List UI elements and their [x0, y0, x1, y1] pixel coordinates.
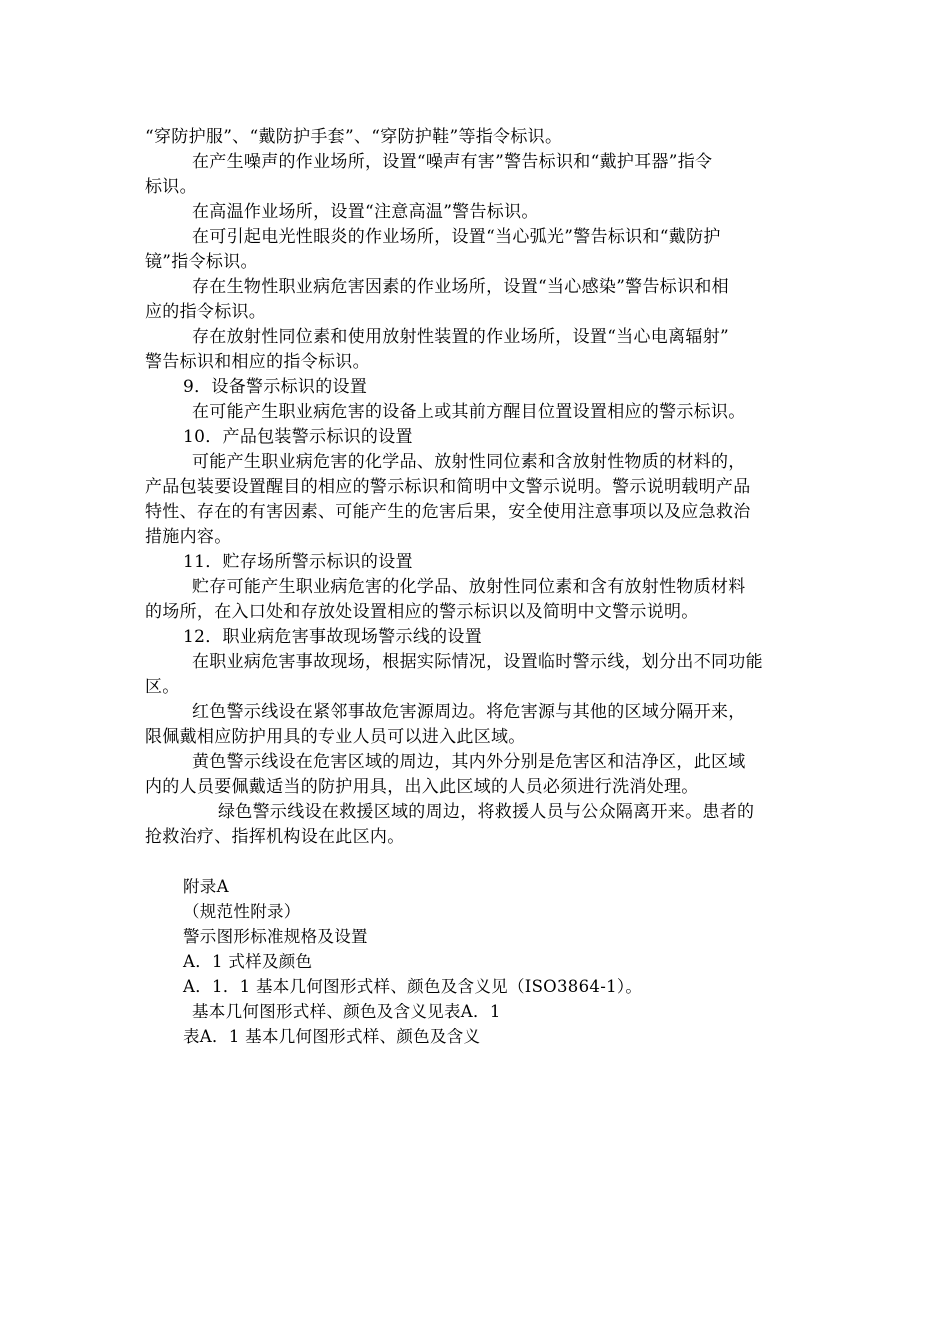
appendix-section-a11: A．1．1 基本几何图形式样、颜色及含义见（ISO3864-1）。 — [183, 977, 643, 996]
appendix-heading: 警示图形标准规格及设置 — [183, 927, 368, 946]
section-heading-10: 10．产品包装警示标识的设置 — [183, 427, 413, 447]
paragraph-noise: 在产生噪声的作业场所，设置“噪声有害”警告标识和“戴护耳器”指令 — [192, 152, 713, 172]
paragraph-storage: 贮存可能产生职业病危害的化学品、放射性同位素和含有放射性物质材料 — [192, 577, 746, 597]
section-heading-11: 11．贮存场所警示标识的设置 — [183, 552, 413, 572]
paragraph-packaging: 可能产生职业病危害的化学品、放射性同位素和含放射性物质的材料的， — [192, 452, 746, 472]
text-line: 应的指令标识。 — [145, 302, 267, 322]
text-line: 抢救治疗、指挥机构设在此区内。 — [145, 827, 405, 847]
text-line: 标识。 — [145, 177, 197, 197]
text-line: 内的人员要佩戴适当的防护用具，出入此区域的人员必须进行洗消处理。 — [145, 777, 699, 797]
paragraph-arc-light: 在可引起电光性眼炎的作业场所，设置“当心弧光”警告标识和“戴防护 — [192, 227, 721, 247]
text-line: 的场所，在入口处和存放处设置相应的警示标识以及简明中文警示说明。 — [145, 602, 699, 622]
text-line: “穿防护服”、“戴防护手套”、“穿防护鞋”等指令标识。 — [145, 127, 563, 147]
appendix-subtitle: （规范性附录） — [183, 902, 301, 921]
paragraph-equipment: 在可能产生职业病危害的设备上或其前方醒目位置设置相应的警示标识。 — [192, 402, 746, 422]
paragraph-yellow-line: 黄色警示线设在危害区域的周边，其内外分别是危害区和洁净区，此区域 — [192, 752, 746, 772]
text-line: 警告标识和相应的指令标识。 — [145, 352, 370, 372]
paragraph-biological: 存在生物性职业病危害因素的作业场所，设置“当心感染”警告标识和相 — [192, 277, 729, 297]
appendix-table-caption: 表A．1 基本几何图形式样、颜色及含义 — [183, 1027, 481, 1046]
paragraph-green-line: 绿色警示线设在救援区域的周边，将救援人员与公众隔离开来。患者的 — [218, 802, 755, 822]
text-line: 产品包装要设置醒目的相应的警示标识和简明中文警示说明。警示说明载明产品 — [145, 477, 751, 497]
paragraph-red-line: 红色警示线设在紧邻事故危害源周边。将危害源与其他的区域分隔开来， — [192, 702, 746, 722]
text-line: 区。 — [145, 677, 180, 697]
appendix-table-reference: 基本几何图形式样、颜色及含义见表A．1 — [192, 1002, 501, 1021]
appendix-section-a1: A．1 式样及颜色 — [183, 952, 313, 971]
paragraph-high-temp: 在高温作业场所，设置“注意高温”警告标识。 — [192, 202, 539, 222]
appendix-title: 附录A — [183, 877, 229, 896]
text-line: 镜”指令标识。 — [145, 252, 258, 272]
section-heading-9: 9．设备警示标识的设置 — [183, 377, 368, 397]
text-line: 限佩戴相应防护用具的专业人员可以进入此区域。 — [145, 727, 526, 747]
text-line: 特性、存在的有害因素、可能产生的危害后果，安全使用注意事项以及应急救治 — [145, 502, 751, 522]
section-heading-12: 12．职业病危害事故现场警示线的设置 — [183, 627, 483, 647]
text-line: 措施内容。 — [145, 527, 232, 547]
paragraph-radiation: 存在放射性同位素和使用放射性装置的作业场所，设置“当心电离辐射” — [192, 327, 729, 347]
paragraph-accident-site: 在职业病危害事故现场，根据实际情况，设置临时警示线，划分出不同功能 — [192, 652, 763, 672]
